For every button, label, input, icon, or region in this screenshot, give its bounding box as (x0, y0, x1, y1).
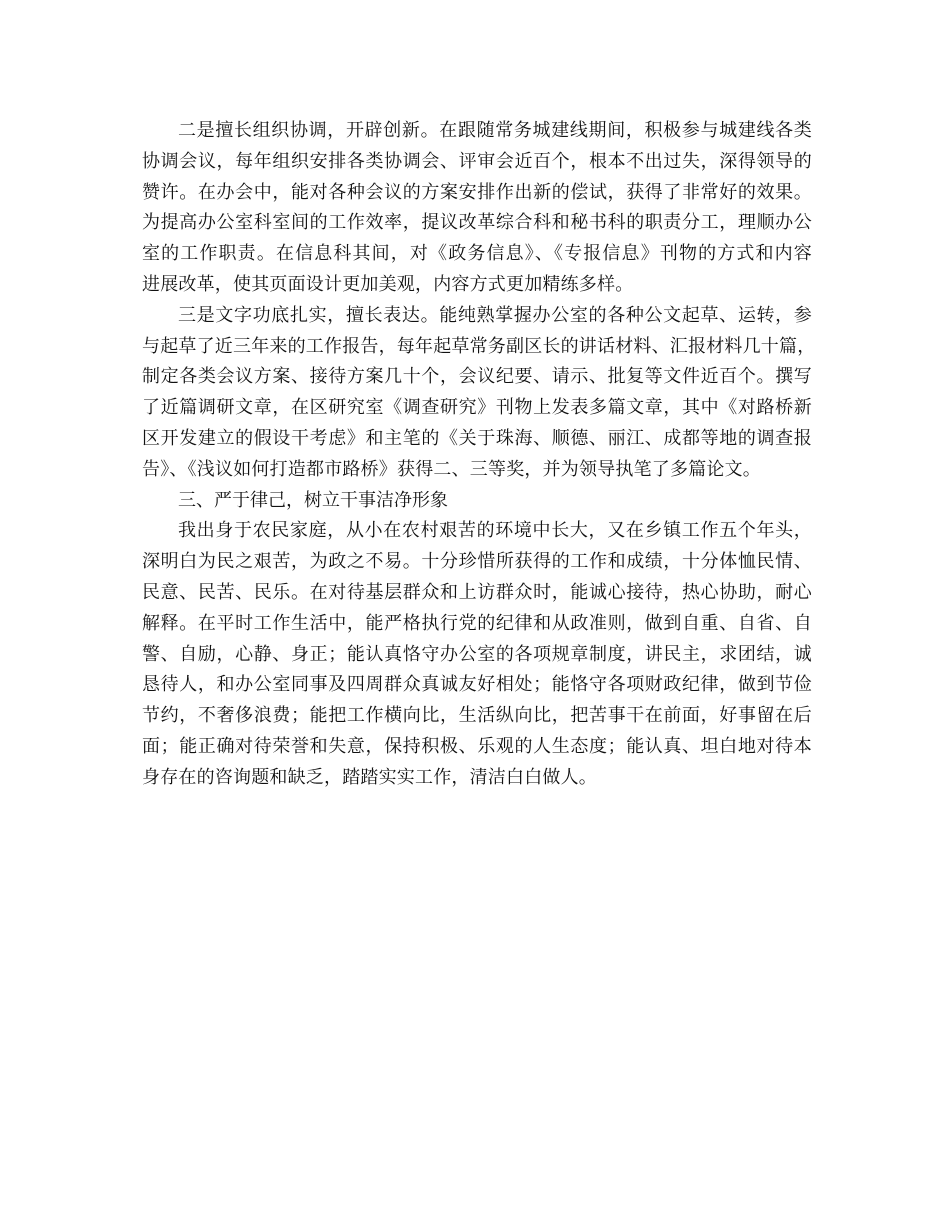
paragraph-line: 民意、民苦、民乐。在对待基层群众和上访群众时，能诚心接待，热心协助，耐心 (142, 581, 812, 603)
paragraph-line: 协调会议，每年组织安排各类协调会、评审会近百个，根本不出过失，深得领导的 (142, 150, 812, 172)
paragraph-line: 为提高办公室科室间的工作效率，提议改革综合科和秘书科的职责分工，理顺办公 (142, 212, 812, 234)
paragraph-line: 面；能正确对待荣誉和失意，保持积极、乐观的人生态度；能认真、坦白地对待本 (142, 735, 812, 757)
paragraph-line: 身存在的咨询题和缺乏，踏踏实实工作，清洁白白做人。 (142, 766, 597, 788)
paragraph-line: 区开发建立的假设干考虑》和主笔的《关于珠海、顺德、丽江、成都等地的调查报 (142, 427, 812, 449)
paragraph-line: 室的工作职责。在信息科其间，对《政务信息》、《专报信息》刊物的方式和内容 (142, 243, 812, 265)
paragraph-line: 恳待人，和办公室同事及四周群众真诚友好相处；能恪守各项财政纪律，做到节俭 (142, 674, 812, 696)
paragraph-line: 赞许。在办会中，能对各种会议的方案安排作出新的偿试，获得了非常好的效果。 (142, 181, 812, 203)
document-body (142, 116, 816, 794)
paragraph-writing (142, 301, 816, 486)
paragraph-line: 三是文字功底扎实，擅长表达。能纯熟掌握办公室的各种公文起草、运转，参 (178, 304, 812, 326)
paragraph-line: 告》、《浅议如何打造都市路桥》获得二、三等奖，并为领导执笔了多篇论文。 (142, 458, 761, 480)
paragraph-line: 深明白为民之艰苦，为政之不易。十分珍惜所获得的工作和成绩，十分体恤民情、 (142, 551, 812, 573)
paragraph-line: 节约，不奢侈浪费；能把工作横向比，生活纵向比，把苦事干在前面，好事留在后 (142, 705, 812, 727)
paragraph-line: 警、自励，心静、身正；能认真恪守办公室的各项规章制度，讲民主，求团结，诚 (142, 643, 812, 665)
paragraph-line: 与起草了近三年来的工作报告，每年起草常务副区长的讲话材料、汇报材料几十篇， (142, 335, 816, 357)
paragraph-line: 解释。在平时工作生活中，能严格执行党的纪律和从政准则，做到自重、自省、自 (142, 612, 812, 634)
paragraph-organization (142, 116, 812, 301)
paragraph-self-discipline (142, 516, 812, 793)
paragraph-line: 了近篇调研文章，在区研究室《调查研究》刊物上发表多篇文章，其中《对路桥新 (142, 397, 812, 419)
paragraph-line: 进展改革，使其页面设计更加美观，内容方式更加精练多样。 (142, 273, 634, 295)
paragraph-line: 制定各类会议方案、接待方案几十个，会议纪要、请示、批复等文件近百个。撰写 (142, 366, 812, 388)
section-heading: 三、严于律己，树立干事洁净形象 (178, 489, 448, 511)
paragraph-line: 我出身于农民家庭，从小在农村艰苦的环境中长大，又在乡镇工作五个年头， (178, 520, 812, 542)
paragraph-line: 二是擅长组织协调，开辟创新。在跟随常务城建线期间，积极参与城建线各类 (178, 120, 812, 141)
